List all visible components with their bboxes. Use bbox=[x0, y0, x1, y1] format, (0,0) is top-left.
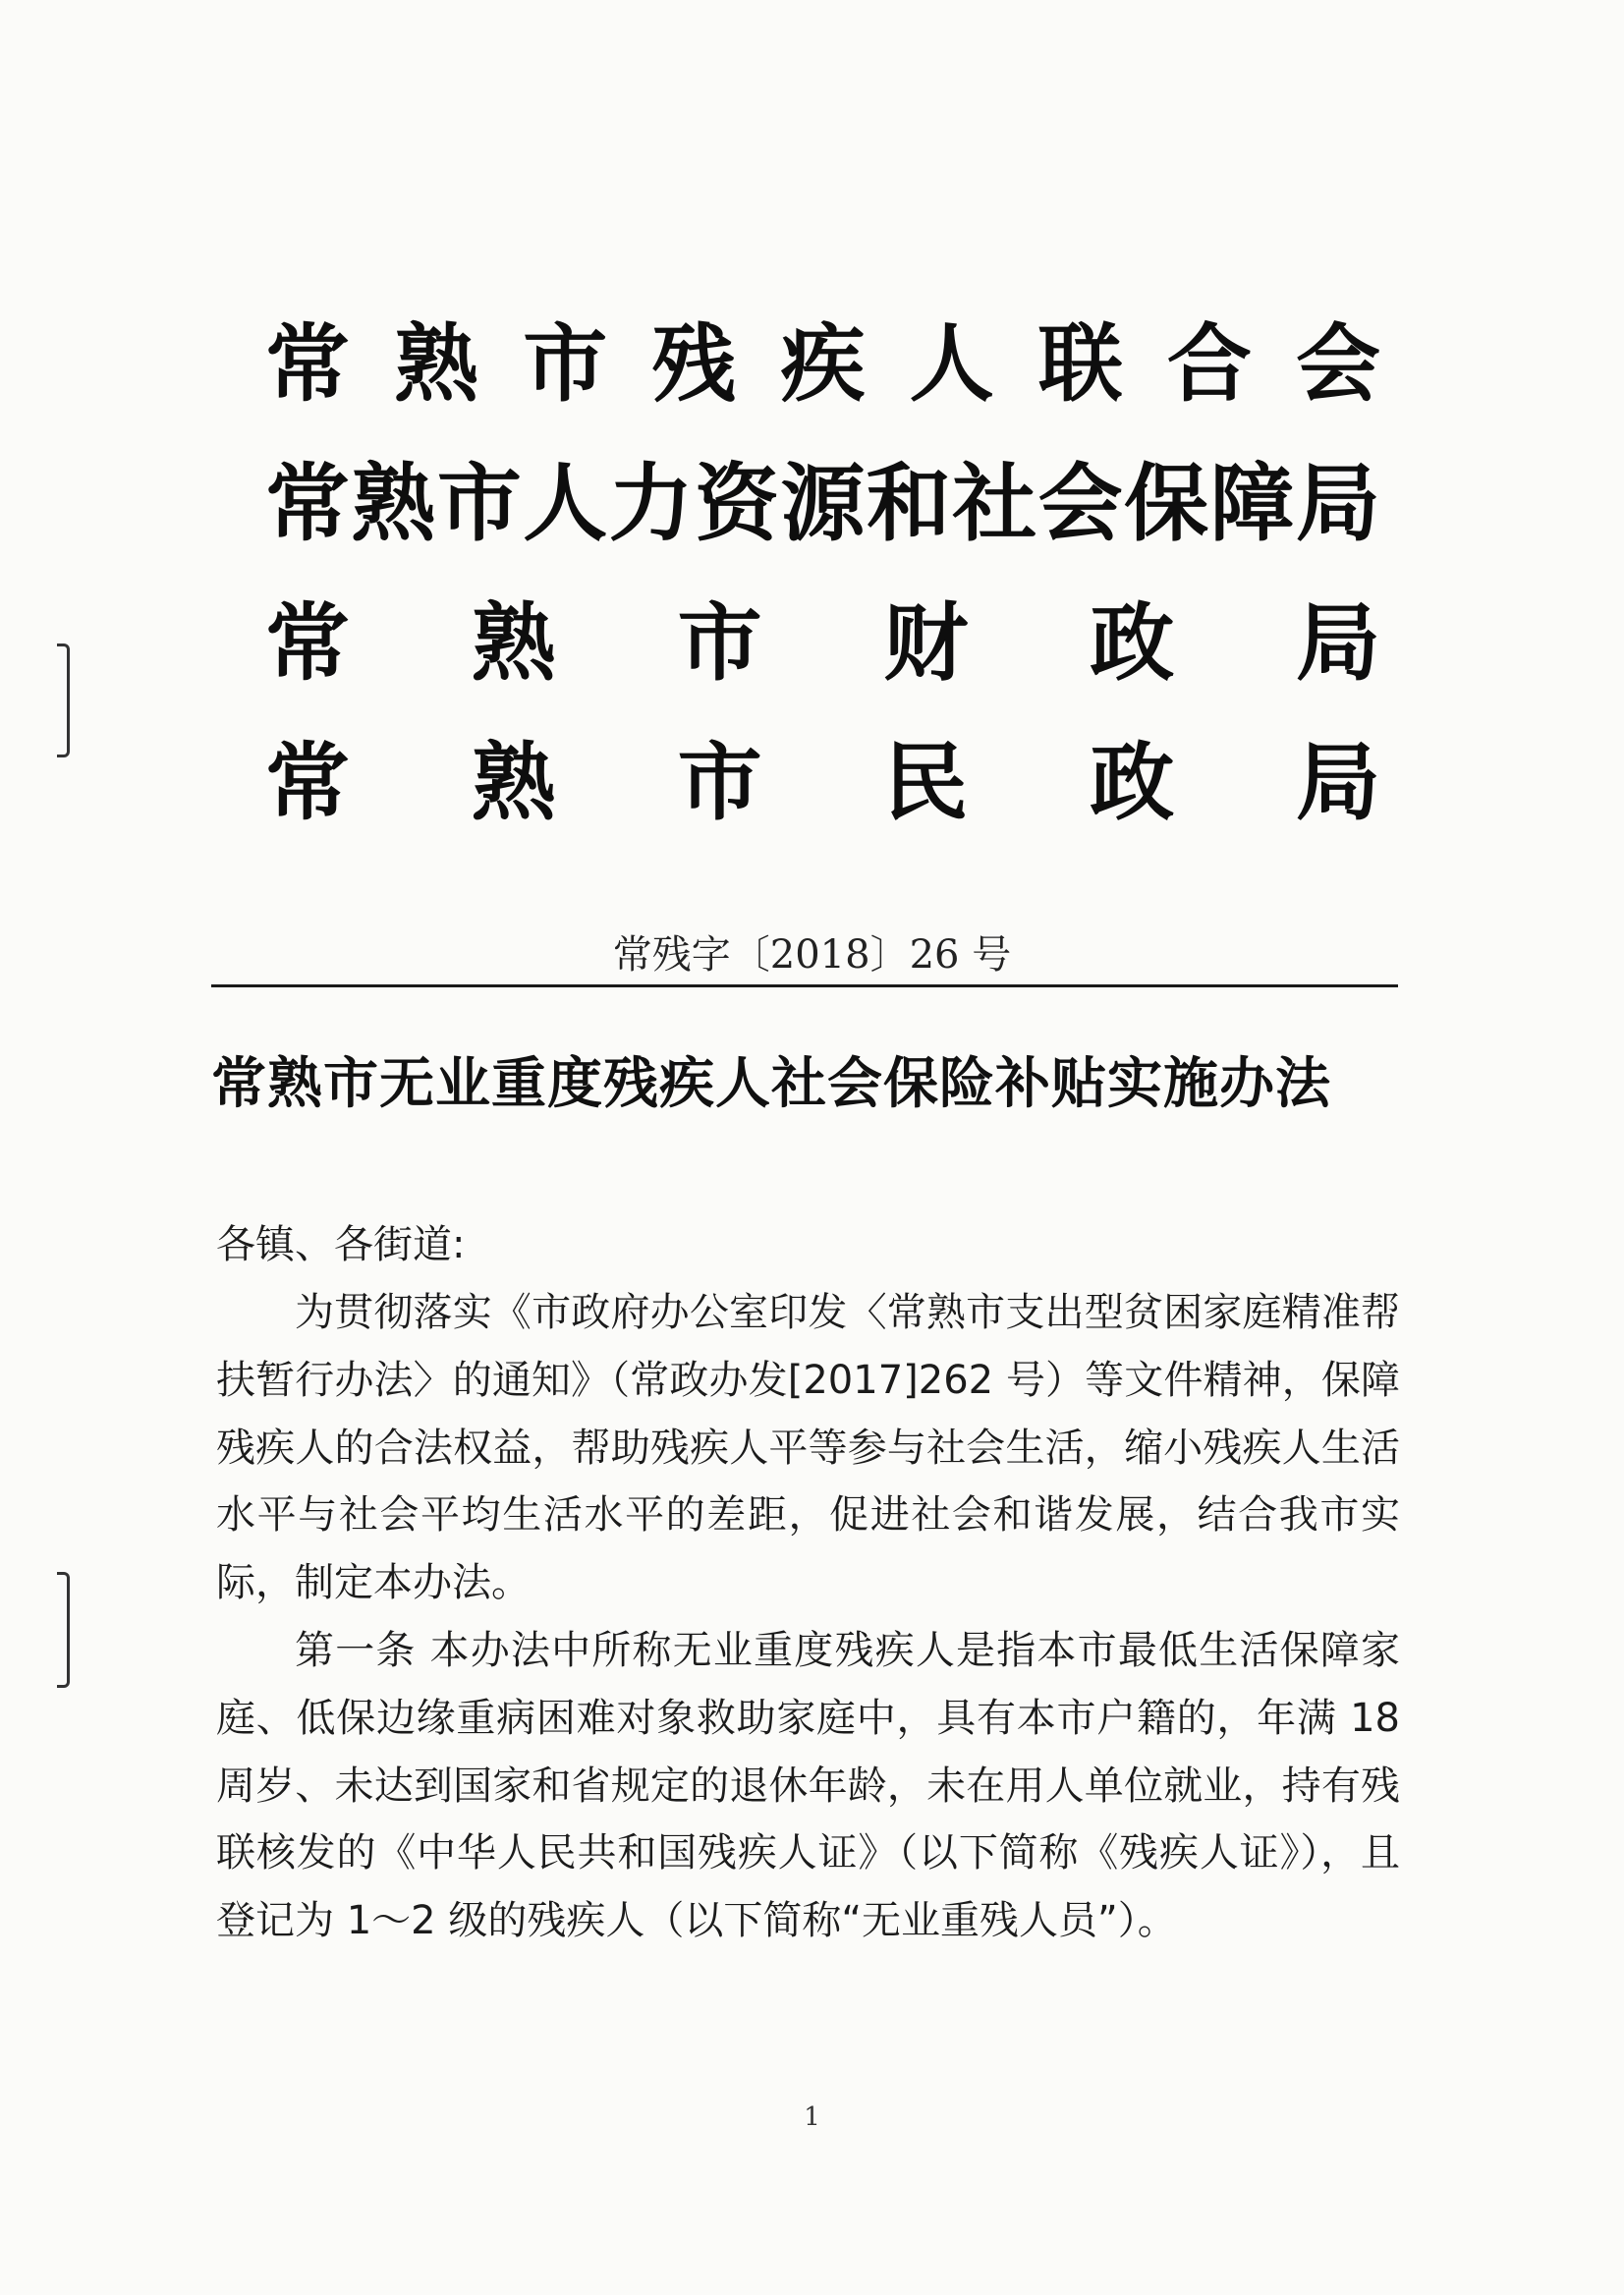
agency-civil-affairs-bureau: 常 熟 市 民 政 局 bbox=[265, 733, 1380, 832]
document-body bbox=[216, 1210, 1400, 1955]
agency-disabled-persons-federation: 常 熟 市 残 疾 人 联 合 会 bbox=[265, 314, 1380, 414]
paragraph-preamble: 为贯彻落实《市政府办公室印发〈常熟市支出型贫困家庭精准帮扶暂行办法〉的通知》（常政办发[2017]262 号）等文件精神，保障残疾人的合法权益，帮助残疾人平等参与社会生活，缩小残疾人生活水平与社会平均生活水平的差距，促进社会和谐发展，结合我市实际，制定本办法。 bbox=[216, 1290, 1400, 1606]
paragraph-article-1: 第一条 本办法中所称无业重度残疾人是指本市最低生活保障家庭、低保边缘重病困难对象救助家庭中，具有本市户籍的，年满 18 周岁、未达到国家和省规定的退休年龄，未在用人单位就业，持有残联核发的《中华人民共和国残疾人证》（以下简称《残疾人证》），且登记为 1～2 级的残疾人（以下简称“无业重残人员”）。 bbox=[216, 1627, 1400, 1944]
header-divider bbox=[211, 984, 1398, 987]
agency-human-resources-bureau: 常 熟 市 人 力 资 源 和 社 会 保 障 局 bbox=[265, 454, 1380, 553]
document-number: 常残字〔2018〕26 号 bbox=[612, 932, 1012, 978]
page-number: 1 bbox=[804, 2102, 820, 2132]
binding-staple bbox=[57, 1572, 70, 1688]
document-title: 常熟市无业重度残疾人社会保险补贴实施办法 bbox=[211, 1051, 1331, 1116]
binding-staple bbox=[57, 644, 70, 757]
issuing-agencies bbox=[265, 295, 1380, 853]
agency-finance-bureau: 常 熟 市 财 政 局 bbox=[265, 593, 1380, 693]
salutation: 各镇、各街道: bbox=[216, 1222, 466, 1267]
